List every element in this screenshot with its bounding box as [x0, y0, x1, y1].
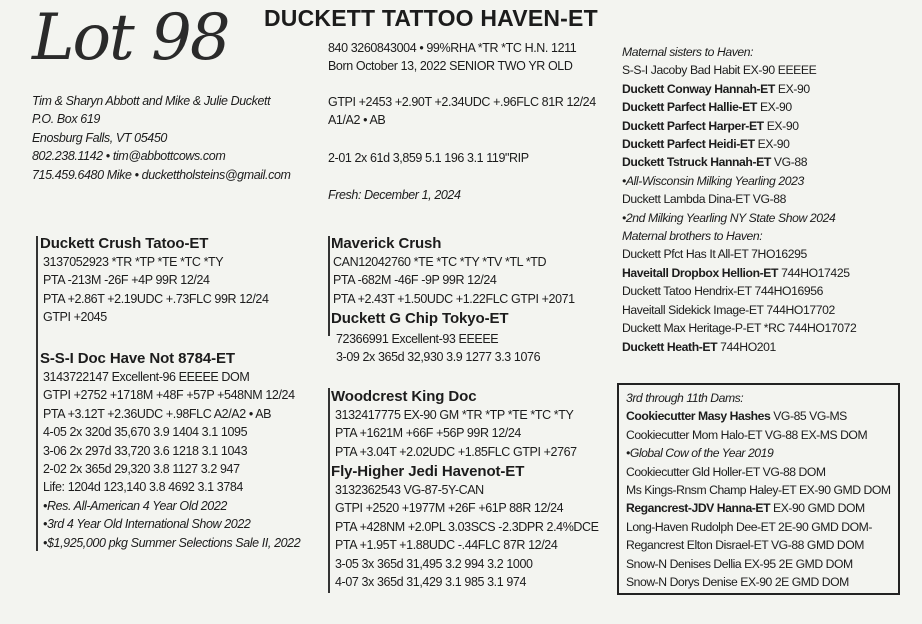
- relative-item-rating: EX-90: [756, 100, 792, 115]
- relative-item: •All-Wisconsin Milking Yearling 2023: [622, 173, 804, 188]
- dam-line: 3143722147 Excellent-96 EEEEE DOM: [43, 370, 250, 384]
- dam-item: [626, 407, 891, 425]
- dam-honor: •3rd 4 Year Old International Show 2022: [43, 517, 251, 532]
- sire-line: 3137052923 *TR *TP *TE *TC *TY: [43, 255, 224, 269]
- animal-a2: A1/A2 • AB: [328, 113, 386, 128]
- sire-sire-line: PTA +2.43T +1.50UDC +1.22FLC GTPI +2071: [333, 291, 575, 306]
- relative-item-name: Duckett Conway Hannah-ET: [622, 81, 775, 96]
- relative-item: Haveitall Sidekick Image-ET 744HO17702: [622, 302, 835, 317]
- relative-item: Duckett Max Heritage-P-ET *RC 744HO17072: [622, 321, 857, 336]
- dam-dam-line: 3132362543 VG-87-5Y-CAN: [335, 483, 484, 497]
- dam-item: Long-Haven Rudolph Dee-ET 2E-90 GMD DOM-: [626, 519, 872, 534]
- relative-item: Duckett Pfct Has It All-ET 7HO16295: [622, 247, 807, 262]
- relative-item: Duckett Tatoo Hendrix-ET 744HO16956: [622, 284, 823, 299]
- dam-line: 4-05 2x 320d 35,670 3.9 1404 3.1 1095: [43, 425, 248, 440]
- relative-item: S-S-I Jacoby Bad Habit EX-90 EEEEE: [622, 63, 817, 78]
- relative-item: Maternal sisters to Haven:: [622, 45, 754, 59]
- relative-item-rating: VG-88: [770, 155, 808, 170]
- relative-item-rating: 744HO201: [717, 339, 776, 354]
- relative-item-name: Haveitall Dropbox Hellion-ET: [622, 265, 779, 280]
- relative-item-rating: 744HO17425: [778, 265, 850, 280]
- relative-item: Maternal brothers to Haven:: [622, 229, 763, 244]
- dam-sire-line: 3132417775 EX-90 GM *TR *TP *TE *TC *TY: [335, 408, 574, 422]
- dam-dam-name: Fly-Higher Jedi Havenot-ET: [331, 463, 525, 480]
- sire-details: [43, 253, 269, 327]
- dam-dam-line: 4-07 3x 365d 31,429 3.1 985 3.1 974: [335, 575, 527, 590]
- dam-item: Regancrest Elton Disrael-ET VG-88 GMD DOM: [626, 538, 865, 553]
- lot-number: Lot 98: [32, 1, 229, 75]
- sire-line: PTA -213M -26F +4P 99R 12/24: [43, 273, 210, 288]
- dam-sire-name: Woodcrest King Doc: [331, 388, 477, 405]
- dam-dam-line: 3-05 3x 365d 31,495 3.2 994 3.2 1000: [335, 556, 533, 571]
- sire-line: GTPI +2045: [43, 310, 107, 325]
- owner-phone-mike: 715.459.6480 Mike • duckettholsteins@gmail.com: [32, 167, 291, 182]
- dam-item: Snow-N Dorys Denise EX-90 2E GMD DOM: [626, 575, 849, 590]
- animal-id-line: 840 3260843004 • 99%RHA *TR *TC H.N. 1211: [328, 41, 577, 55]
- sire-dam-name: Duckett G Chip Tokyo-ET: [331, 310, 509, 327]
- relative-item: [622, 264, 856, 282]
- dam-sire-line: PTA +3.04T +2.02UDC +1.85FLC GTPI +2767: [335, 444, 577, 459]
- dam-line: PTA +3.12T +2.36UDC +.98FLC A2/A2 • AB: [43, 406, 272, 421]
- dam-line: 3-06 2x 297d 33,720 3.6 1218 3.1 1043: [43, 443, 248, 458]
- dam-item-name: Cookiecutter Masy Hashes: [626, 409, 771, 424]
- dam-sire-line: PTA +1621M +66F +56P 99R 12/24: [335, 426, 521, 441]
- relative-item: [622, 80, 856, 98]
- relative-item-name: Duckett Parfect Harper-ET: [622, 118, 764, 133]
- relative-item: Duckett Lambda Dina-ET VG-88: [622, 192, 787, 207]
- dams-box-list: [626, 389, 891, 591]
- page-title: DUCKETT TATTOO HAVEN-ET: [264, 5, 598, 31]
- owner-po-box: P.O. Box 619: [32, 112, 100, 127]
- owner-city: Enosburg Falls, VT 05450: [32, 130, 167, 145]
- dam-line: GTPI +2752 +1718M +48F +57P +548NM 12/24: [43, 388, 295, 403]
- dam-honor: •$1,925,000 pkg Summer Selections Sale II, 2022: [43, 535, 301, 550]
- owner-names: Tim & Sharyn Abbott and Mike & Julie Duckett: [32, 94, 271, 108]
- dam-item: Ms Kings-Rnsm Champ Haley-ET EX-90 GMD DOM: [626, 483, 891, 498]
- relative-item-name: Duckett Tstruck Hannah-ET: [622, 155, 771, 170]
- sire-name: Duckett Crush Tatoo-ET: [40, 235, 209, 252]
- dam-item: Cookiecutter Gld Holler-ET VG-88 DOM: [626, 464, 826, 479]
- dam-dam-line: PTA +428NM +2.0PL 3.03SCS -2.3DPR 2.4%DCE: [335, 519, 599, 534]
- dam-dam-details: [335, 481, 599, 591]
- animal-born: Born October 13, 2022 SENIOR TWO YR OLD: [328, 59, 573, 74]
- relative-item-rating: EX-90: [774, 81, 810, 96]
- relative-item-name: Duckett Heath-ET: [622, 339, 718, 354]
- relative-item-name: Duckett Parfect Heidi-ET: [622, 137, 755, 152]
- sire-sire-details: [333, 253, 575, 308]
- relative-item: •2nd Milking Yearling NY State Show 2024: [622, 210, 836, 225]
- owner-phone-tim: 802.238.1142 • tim@abbottcows.com: [32, 149, 226, 164]
- animal-record: 2-01 2x 61d 3,859 5.1 196 3.1 119"RIP: [328, 151, 529, 165]
- dam-line: Life: 1204d 123,140 3.8 4692 3.1 3784: [43, 480, 243, 495]
- dam-item: 3rd through 11th Dams:: [626, 391, 744, 405]
- pedigree-bar-left: [36, 236, 38, 551]
- dam-item-rating: VG-85 VG-MS: [770, 409, 847, 424]
- dam-honor: •Res. All-American 4 Year Old 2022: [43, 498, 227, 513]
- dam-item: [626, 499, 891, 517]
- dam-item-rating: EX-90 GMD DOM: [770, 501, 865, 516]
- relative-item-name: Duckett Parfect Hallie-ET: [622, 100, 757, 115]
- dam-details: [43, 368, 300, 552]
- dam-item: Snow-N Denises Dellia EX-95 2E GMD DOM: [626, 556, 853, 571]
- sire-dam-line: 72366991 Excellent-93 EEEEE: [336, 332, 499, 346]
- sire-sire-name: Maverick Crush: [331, 235, 442, 252]
- dam-line: 2-02 2x 365d 29,320 3.8 1127 3.2 947: [43, 462, 240, 477]
- relative-item: [622, 117, 856, 135]
- animal-fresh-date: Fresh: December 1, 2024: [328, 188, 461, 202]
- relative-item: [622, 135, 856, 153]
- relative-item: [622, 338, 856, 356]
- animal-id-block: [328, 39, 576, 76]
- relative-item-rating: EX-90: [754, 137, 790, 152]
- owner-info: [32, 92, 291, 184]
- dam-dam-line: GTPI +2520 +1977M +26F +61P 88R 12/24: [335, 501, 564, 516]
- sire-sire-line: CAN12042760 *TE *TC *TY *TV *TL *TD: [333, 255, 547, 269]
- sire-sire-line: PTA -682M -46F -9P 99R 12/24: [333, 273, 497, 288]
- dam-dam-line: PTA +1.95T +1.88UDC -.44FLC 87R 12/24: [335, 538, 558, 553]
- dam-name: S-S-I Doc Have Not 8784-ET: [40, 350, 235, 367]
- relative-item: [622, 153, 856, 171]
- relative-item-rating: EX-90: [763, 118, 799, 133]
- animal-genomics-block: [328, 93, 596, 130]
- animal-gtpi: GTPI +2453 +2.90T +2.34UDC +.96FLC 81R 12/24: [328, 95, 596, 109]
- sire-line: PTA +2.86T +2.19UDC +.73FLC 99R 12/24: [43, 291, 269, 306]
- relative-item: [622, 98, 856, 116]
- pedigree-bar-sire-side: [328, 236, 330, 336]
- pedigree-bar-dam-side: [328, 388, 330, 593]
- dam-item: Cookiecutter Mom Halo-ET VG-88 EX-MS DOM: [626, 427, 868, 442]
- dam-item-name: Regancrest-JDV Hanna-ET: [626, 501, 771, 516]
- dam-sire-details: [335, 406, 577, 461]
- dam-item: •Global Cow of the Year 2019: [626, 446, 774, 461]
- maternal-relatives-list: [622, 43, 856, 356]
- sire-dam-line: 3-09 2x 365d 32,930 3.9 1277 3.3 1076: [336, 350, 541, 365]
- sire-dam-details: [336, 330, 540, 367]
